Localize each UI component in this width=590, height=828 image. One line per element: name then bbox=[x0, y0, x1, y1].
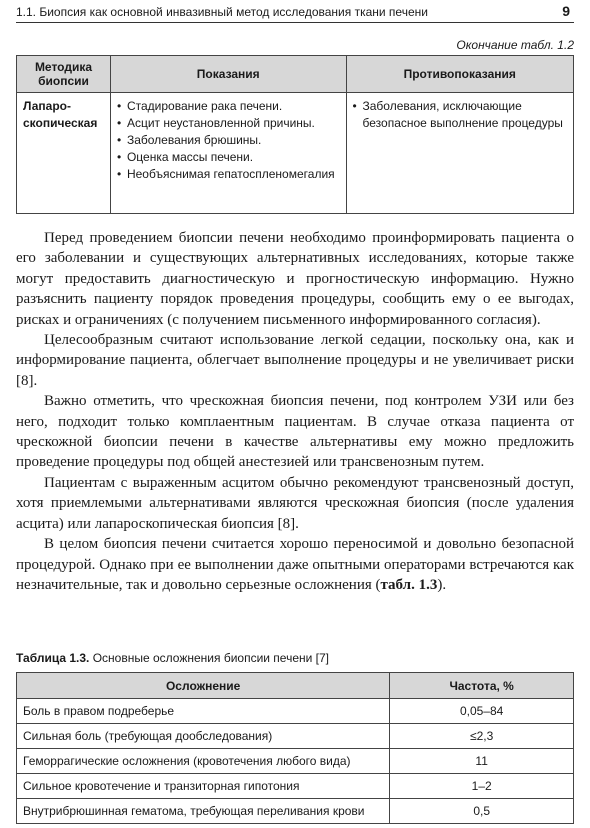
table-header-contraindications: Противопоказания bbox=[346, 56, 574, 93]
table-row bbox=[17, 93, 574, 214]
table-caption-text: Основные осложнения биопсии печени [7] bbox=[89, 651, 330, 665]
contraindications-list bbox=[353, 98, 568, 132]
table-header-indications: Показания bbox=[110, 56, 346, 93]
frequency-cell: 11 bbox=[390, 749, 574, 774]
table-header-method: Методика биопсии bbox=[17, 56, 111, 93]
paragraph: Важно отметить, что чрескожная биопсия печени, под контролем УЗИ или без него, подходит только комплаентным пациентам. В случае отказа пациента от чрескожной биопсии печени в качестве альтернативы ему можно предложить проведение процедуры под общей анестезией или трансвенозным путем. bbox=[16, 393, 574, 471]
indications-cell bbox=[110, 93, 346, 214]
list-item: • Оценка массы печени. bbox=[117, 149, 340, 166]
complication-cell: Сильная боль (требующая дообследования) bbox=[17, 724, 390, 749]
running-header-title: 1.1. Биопсия как основной инвазивный метод исследования ткани печени bbox=[16, 5, 428, 19]
table-continuation-caption: Окончание табл. 1.2 bbox=[456, 38, 574, 52]
table-1-3-complications bbox=[16, 672, 574, 824]
frequency-cell: ≤2,3 bbox=[390, 724, 574, 749]
paragraph: Целесообразным считают использование легкой седации, поскольку она, как и информирование пациента, облегчает выполнение процедуры и не увеличивает риски [8]. bbox=[16, 332, 574, 389]
list-item: • Асцит неустановленной причины. bbox=[117, 115, 340, 132]
body-text bbox=[16, 228, 574, 595]
frequency-cell: 0,5 bbox=[390, 799, 574, 824]
table-row bbox=[17, 749, 574, 774]
page-number: 9 bbox=[562, 3, 570, 19]
list-item: • Заболевания, исключающие безопасное выполнение процедуры bbox=[353, 98, 568, 132]
table-1-2-biopsy-methods bbox=[16, 55, 574, 214]
complication-cell: Геморрагические осложнения (кровотечения любого вида) bbox=[17, 749, 390, 774]
paragraph: Перед проведением биопсии печени необходимо проинформировать пациента о его заболевании и существующих альтернативных исследованиях, которые также могут предоставить диагностическую и прогностическую информацию. Нужно разъяснить пациенту порядок проведения процедуры, сообщить ему о ее выгодах, рисках и ограничениях (с получением письменного информированного согласия). bbox=[16, 230, 574, 328]
table-row bbox=[17, 799, 574, 824]
list-item: • Необъяснимая гепатоспленомегалия bbox=[117, 166, 340, 183]
table-row bbox=[17, 724, 574, 749]
frequency-cell: 1–2 bbox=[390, 774, 574, 799]
indications-list bbox=[117, 98, 340, 183]
table-1-3-caption bbox=[16, 651, 574, 665]
table-header-frequency: Частота, % bbox=[390, 673, 574, 699]
table-row bbox=[17, 699, 574, 724]
method-cell: Лапаро-скопическая bbox=[17, 93, 111, 214]
paragraph bbox=[16, 534, 574, 595]
list-item: • Стадирование рака печени. bbox=[117, 98, 340, 115]
complication-cell: Внутрибрюшинная гематома, требующая переливания крови bbox=[17, 799, 390, 824]
running-header bbox=[16, 2, 574, 23]
table-caption-label: Таблица 1.3. bbox=[16, 651, 90, 665]
complication-cell: Боль в правом подреберье bbox=[17, 699, 390, 724]
paragraph: Пациентам с выраженным асцитом обычно рекомендуют трансвенозный доступ, хотя приемлемыми альтернативами являются чрескожная биопсия (после удаления асцита) или лапароскопическая биопсия [8]. bbox=[16, 474, 574, 532]
paragraph-text: В целом биопсия печени считается хорошо переносимой и довольно безопасной процедурой. Однако при ее выполнении даже опытными операторами встречаются как незначительные, так и довольно серьезные осложнения ( bbox=[16, 536, 574, 593]
paragraph-text-end: ). bbox=[437, 576, 447, 593]
list-item: • Заболевания брюшины. bbox=[117, 132, 340, 149]
table-reference: табл. 1.3 bbox=[380, 576, 438, 593]
complication-cell: Сильное кровотечение и транзиторная гипотония bbox=[17, 774, 390, 799]
table-header-complication: Осложнение bbox=[17, 673, 390, 699]
frequency-cell: 0,05–84 bbox=[390, 699, 574, 724]
contraindications-cell bbox=[346, 93, 574, 214]
table-row bbox=[17, 774, 574, 799]
